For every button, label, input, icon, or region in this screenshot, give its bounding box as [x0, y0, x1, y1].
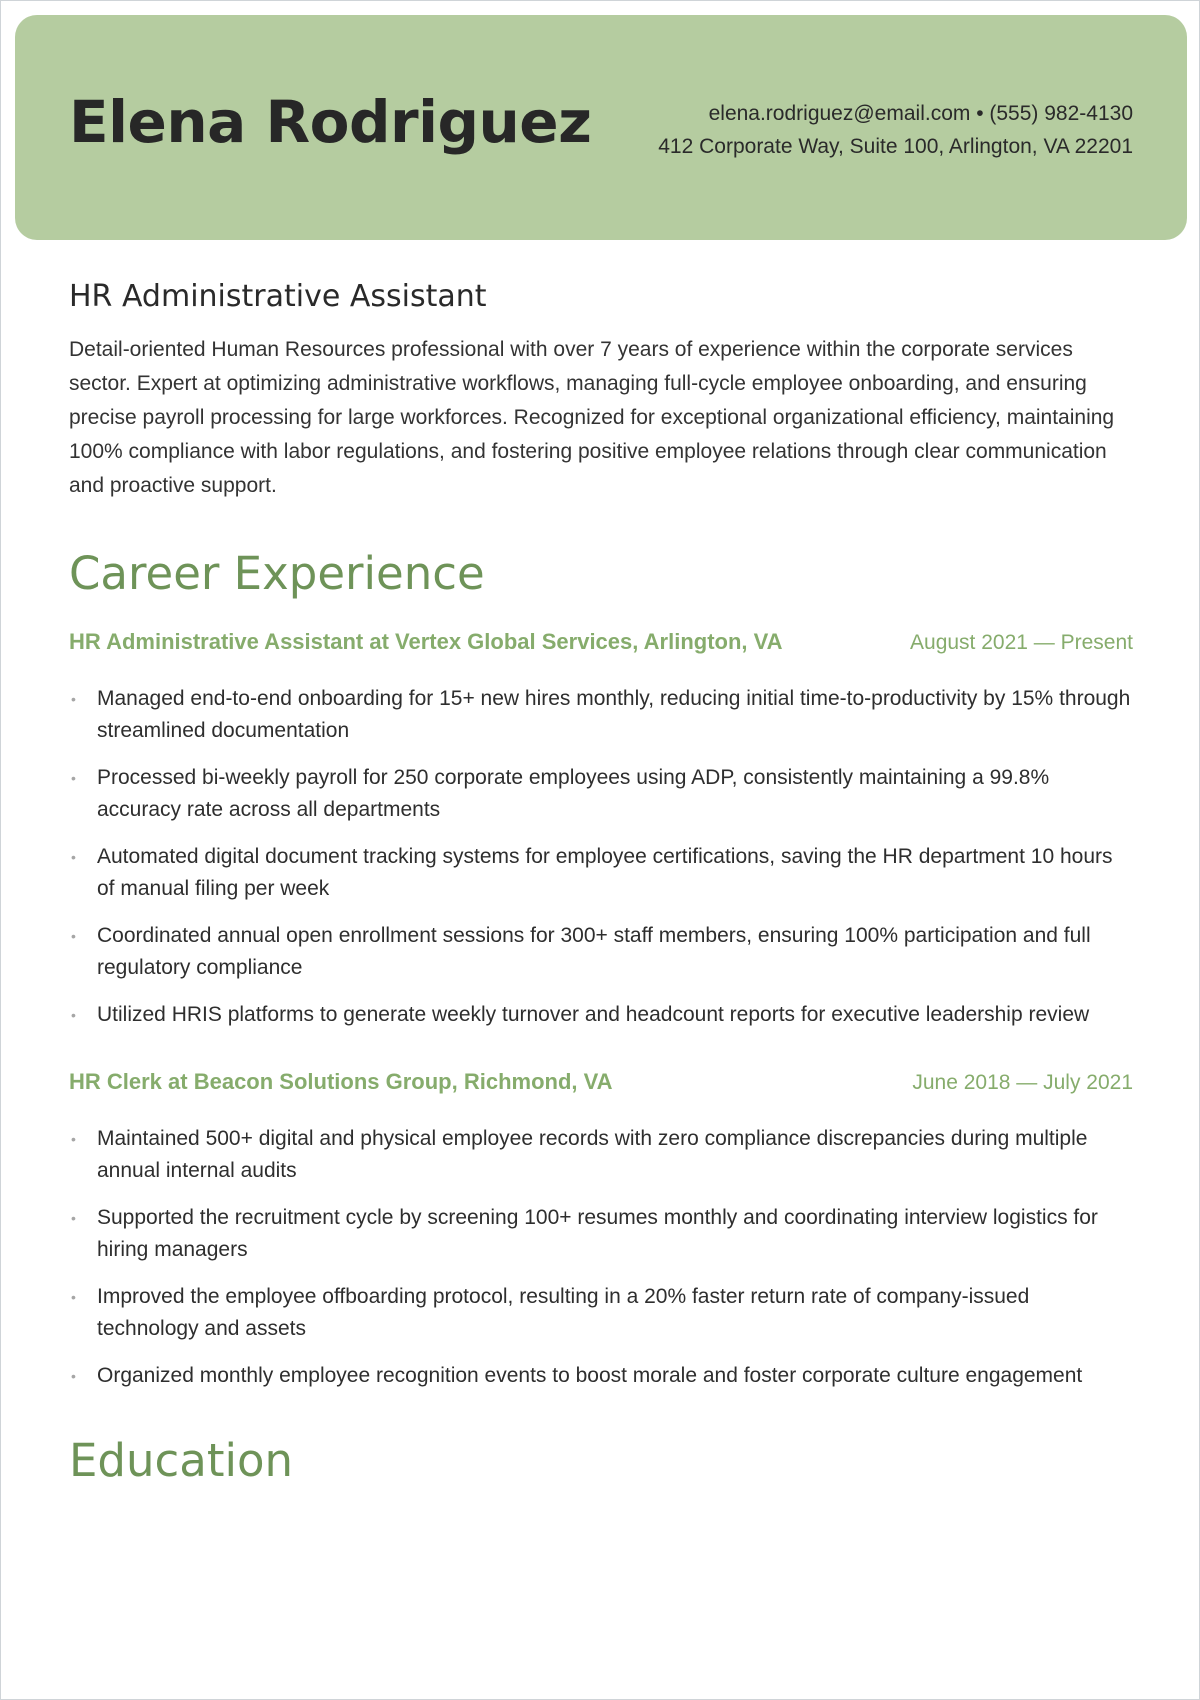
bullet-text: Coordinated annual open enrollment sessions for 300+ staff members, ensuring 100% participation and full regulatory compliance: [97, 923, 1091, 979]
bullet-text: Improved the employee offboarding protocol, resulting in a 20% faster return rate of company-issued technology and assets: [97, 1284, 1030, 1340]
bullet-icon: •: [71, 927, 76, 944]
job-header: [69, 629, 1133, 655]
job-entry: [69, 629, 1133, 1031]
bullet-text: Utilized HRIS platforms to generate weekly turnover and headcount reports for executive leadership review: [97, 1002, 1090, 1026]
contact-info: [658, 97, 1133, 163]
bullet-icon: •: [71, 1288, 76, 1305]
bullet-icon: •: [71, 1130, 76, 1147]
job-bullet: [69, 920, 1133, 984]
professional-headline: HR Administrative Assistant: [69, 279, 487, 314]
job-bullet: [69, 1360, 1133, 1392]
job-entry: [69, 1069, 1133, 1392]
section-title-experience: Career Experience: [69, 547, 485, 600]
resume-body: [69, 279, 1133, 1485]
job-title: HR Administrative Assistant at Vertex Global Services, Arlington, VA: [69, 628, 783, 654]
bullet-text: Managed end-to-end onboarding for 15+ new hires monthly, reducing initial time-to-productivity by 15% through streamlined documentation: [97, 686, 1131, 742]
contact-email-phone: elena.rodriguez@email.com • (555) 982-4130: [708, 102, 1133, 125]
bullet-text: Organized monthly employee recognition events to boost morale and foster corporate culture engagement: [97, 1363, 1083, 1387]
job-bullets: [69, 683, 1133, 1031]
bullet-icon: •: [71, 1367, 76, 1384]
bullet-icon: •: [71, 1006, 76, 1023]
bullet-icon: •: [71, 1209, 76, 1226]
job-dates: August 2021 — Present: [910, 630, 1133, 654]
job-bullet: [69, 1123, 1133, 1187]
bullet-text: Maintained 500+ digital and physical employee records with zero compliance discrepancies during multiple annual internal audits: [97, 1126, 1088, 1182]
job-bullets: [69, 1123, 1133, 1392]
job-dates: June 2018 — July 2021: [912, 1070, 1133, 1094]
job-bullet: [69, 999, 1133, 1031]
job-bullet: [69, 1202, 1133, 1266]
bullet-text: Processed bi-weekly payroll for 250 corporate employees using ADP, consistently maintaining a 99.8% accuracy rate across all departments: [97, 765, 1050, 821]
contact-address: 412 Corporate Way, Suite 100, Arlington, VA 22201: [658, 135, 1133, 158]
job-bullet: [69, 841, 1133, 905]
bullet-icon: •: [71, 690, 76, 707]
job-bullet: [69, 683, 1133, 747]
job-header: [69, 1069, 1133, 1095]
job-bullet: [69, 1281, 1133, 1345]
bullet-text: Supported the recruitment cycle by screening 100+ resumes monthly and coordinating interview logistics for hiring managers: [97, 1205, 1098, 1261]
professional-summary: Detail-oriented Human Resources professional with over 7 years of experience within the corporate services sector. Expert at optimizing administrative workflows, managing full-cycle employee onboarding, and ensuring precise payroll processing for large workforces. Recognized for exceptional organizational efficiency, maintaining 100% compliance with labor regulations, and fostering positive employee relations through clear communication and proactive support.: [69, 338, 1115, 497]
section-title-education: Education: [69, 1433, 294, 1487]
bullet-icon: •: [71, 848, 76, 865]
job-title: HR Clerk at Beacon Solutions Group, Richmond, VA: [69, 1068, 613, 1094]
bullet-text: Automated digital document tracking systems for employee certifications, saving the HR department 10 hours of manual filing per week: [97, 844, 1113, 900]
job-bullet: [69, 762, 1133, 826]
resume-header: [15, 15, 1187, 240]
candidate-name: Elena Rodriguez: [69, 88, 592, 156]
bullet-icon: •: [71, 769, 76, 786]
